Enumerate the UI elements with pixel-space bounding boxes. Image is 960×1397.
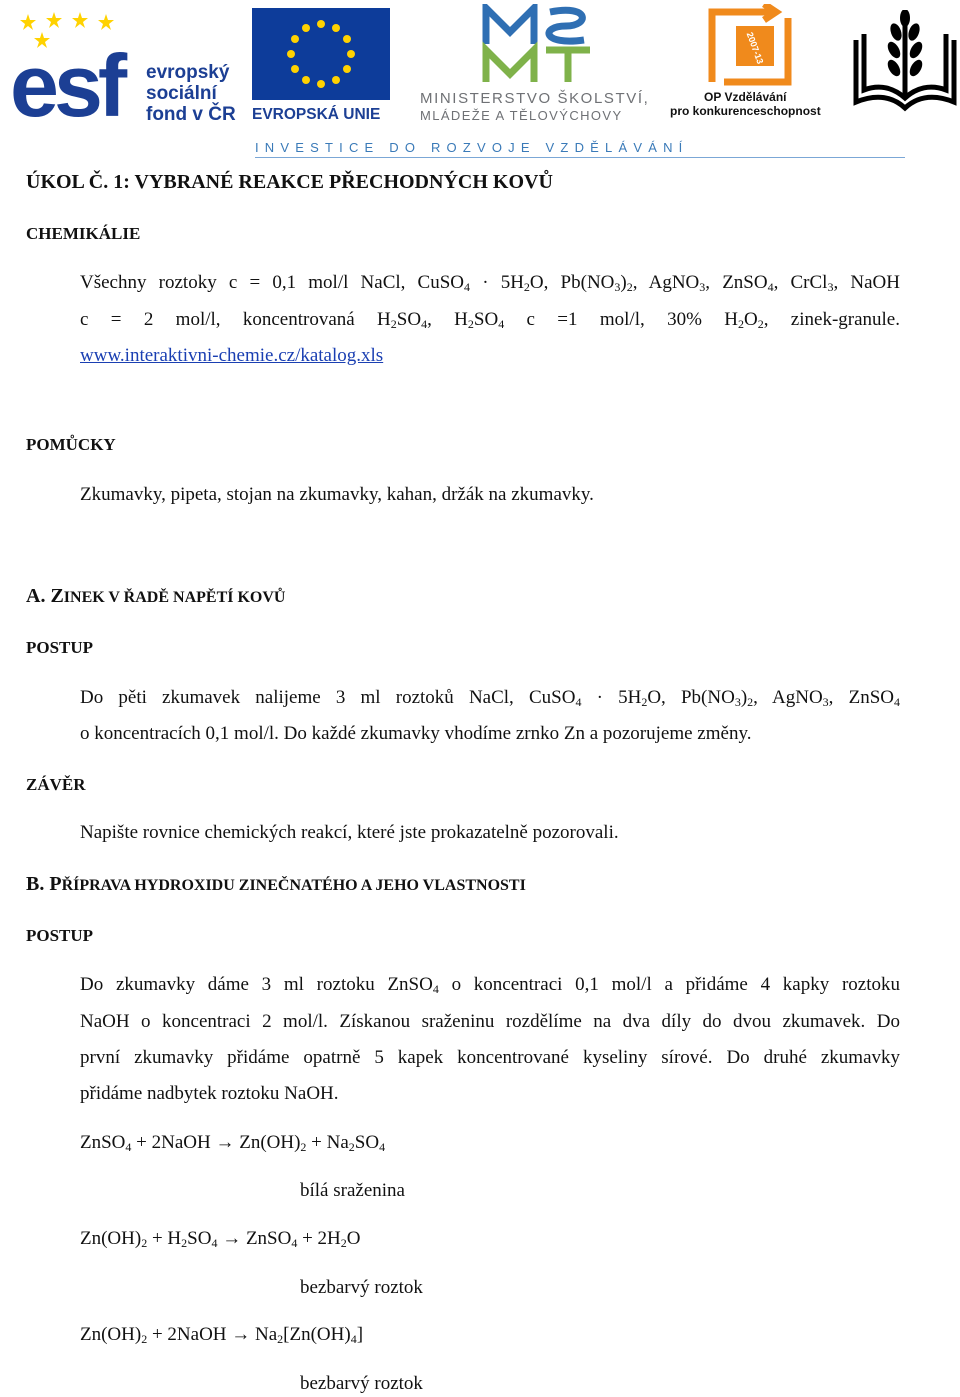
part-a-postup-line1: Do pěti zkumavek nalijeme 3 ml roztoků NaCl, CuSO$_4$ · $5H_2O$, $Pb(NO_3)_2$, AgNO$_3$, ZnSO$_4$ <box>80 687 900 709</box>
esf-mark: esf <box>10 36 123 135</box>
part-a-heading: A. ZINEK V ŘADĚ NAPĚTÍ KOVŮ <box>26 585 286 607</box>
part-a-zaver-text: Napište rovnice chemických reakcí, které jste prokazatelně pozorovali. <box>80 822 619 843</box>
pomucky-heading: POMŮCKY <box>26 435 116 454</box>
part-b-postup-line1: Do zkumavky dáme 3 ml roztoku ZnSO$_4$ o koncentraci 0,1 mol/l a přidáme 4 kapky roztoku <box>80 974 900 996</box>
equation-3-note: bezbarvý roztok <box>300 1373 423 1394</box>
eu-label: EVROPSKÁ UNIE <box>252 106 381 123</box>
op-badge: 2007-13 <box>744 30 766 66</box>
chemikalie-heading: CHEMIKÁLIE <box>26 224 141 243</box>
part-b-postup-line4: přidáme nadbytek roztoku NaOH. <box>80 1083 339 1104</box>
equation-2-note: bezbarvý roztok <box>300 1277 423 1298</box>
msmt-logo <box>418 4 668 124</box>
msmt-label-line1: MINISTERSTVO ŠKOLSTVÍ, <box>420 90 650 107</box>
eu-logo <box>252 8 392 126</box>
op-arrows-icon <box>704 4 824 88</box>
equation-3: $Zn(OH)_2$ + 2NaOH → $Na_2[Zn(OH)_4]$ <box>80 1324 364 1346</box>
part-b-heading: B. PŘÍPRAVA HYDROXIDU ZINEČNATÉHO A JEHO VLASTNOSTI <box>26 873 526 895</box>
msmt-monogram-icon <box>480 4 610 84</box>
part-a-postup-heading: POSTUP <box>26 638 94 657</box>
tagline: INVESTICE DO ROZVOJE VZDĚLÁVÁNÍ <box>255 140 689 155</box>
op-label-line2: pro konkurenceschopnost <box>670 104 821 118</box>
katalog-link[interactable]: www.interaktivni-chemie.cz/katalog.xls <box>80 345 384 366</box>
chemikalie-line1: Všechny roztoky c = 0,1 mol/l NaCl, CuSO$_4$ · $5H_2O$, $Pb(NO_3)_2$, AgNO$_3$, ZnSO$_4$, CrCl$_3$, NaOH <box>80 272 900 294</box>
book-wheat-logo-icon <box>852 10 958 114</box>
esf-logo <box>10 8 245 135</box>
chemikalie-line2: c = 2 mol/l, koncentrovaná $H_2SO_4$, $H_2SO_4$ c =1 mol/l, 30% $H_2O_2$, zinek-granule. <box>80 309 900 331</box>
part-b-postup-line2: NaOH o koncentraci 2 mol/l. Získanou sraženinu rozdělíme na dva díly do dvou zkumavek. Do <box>80 1011 900 1032</box>
op-logo <box>668 4 838 124</box>
eu-flag-icon <box>252 8 390 100</box>
part-a-postup-line2: o koncentracích 0,1 mol/l. Do každé zkumavky vhodíme zrnko Zn a pozorujeme změny. <box>80 723 752 744</box>
part-b-postup-line3: první zkumavky přidáme opatrně 5 kapek koncentrované kyseliny sírové. Do druhé zkumavky <box>80 1047 900 1068</box>
page-header <box>0 0 960 165</box>
esf-text: evropský sociální fond v ČR <box>146 62 236 125</box>
op-label-line1: OP Vzdělávání <box>704 90 787 104</box>
equation-1-note: bílá sraženina <box>300 1180 405 1201</box>
pomucky-text: Zkumavky, pipeta, stojan na zkumavky, kahan, držák na zkumavky. <box>80 484 594 505</box>
part-a-zaver-heading: ZÁVĚR <box>26 775 86 794</box>
equation-1: ZnSO$_4$ + 2NaOH → $Zn(OH)_2 + Na_2SO_4$ <box>80 1132 386 1154</box>
equation-2: $Zn(OH)_2 + H_2SO_4$ → ZnSO$_4$ + $2H_2O$ <box>80 1228 361 1250</box>
part-b-postup-heading: POSTUP <box>26 926 94 945</box>
page-title: ÚKOL Č. 1: VYBRANÉ REAKCE PŘECHODNÝCH KOVŮ <box>26 171 553 193</box>
msmt-label-line2: MLÁDEŽE A TĚLOVÝCHOVY <box>420 108 623 123</box>
header-rule <box>255 157 905 158</box>
